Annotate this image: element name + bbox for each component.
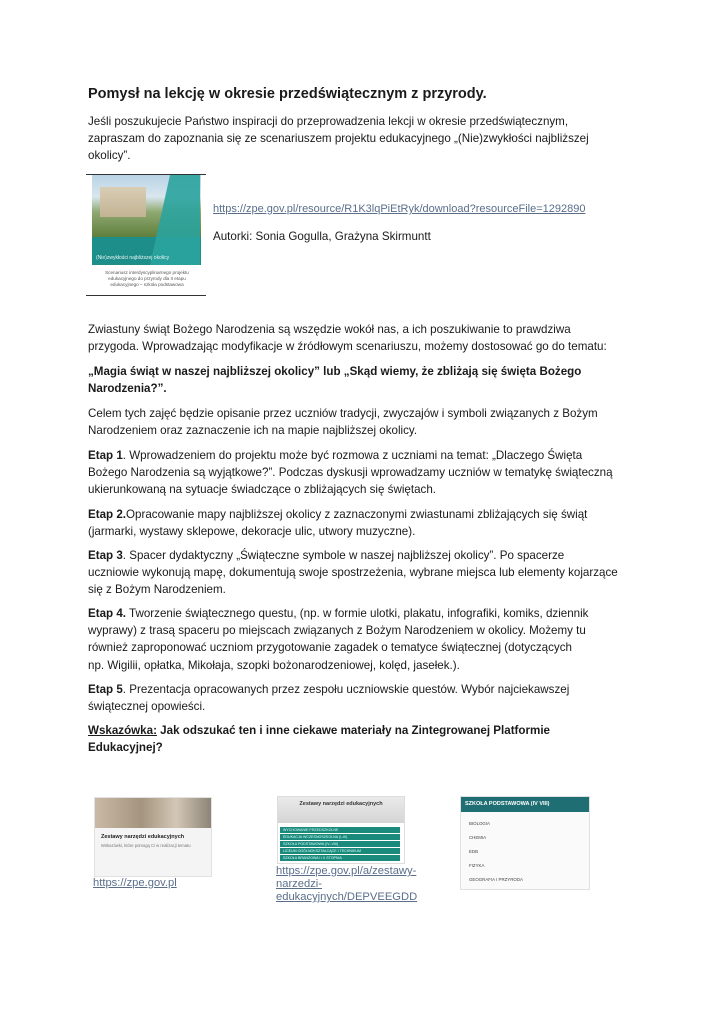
tool-sets-thumbnail: Zestawy narzędzi edukacyjnych WYCHOWANIE PRZEDSZKOLNE EDUKACJA WCZESNOSZKOLNA (I–III) SZKOŁA PODSTAWOWA (IV–VIII) LICEUM OGÓLNOKSZTAŁCĄCE I TECHNIKUM SZKOŁA BRANŻOWA I i II STOPNIA xyxy=(277,796,405,864)
page-title: Pomysł na lekcję w okresie przedświątecznym z przyrody. xyxy=(88,86,487,102)
goal-paragraph: Celem tych zajęć będzie opisanie przez uczniów tradycji, zwyczajów i symboli związanych z Bożym Narodzeniem oraz zaznaczenie ich na mapie najbliższej okolicy. xyxy=(88,407,598,438)
paragraph-intro-christmas: Zwiastuny świąt Bożego Narodzenia są wszędzie wokół nas, a ich poszukiwanie to prawdziwa przygoda. Wprowadzając modyfikacje w źródłowym scenariuszu, możemy dostosować go do tematu: xyxy=(88,323,607,354)
cover-bottom-rule xyxy=(86,295,206,296)
stage-1: Etap 1. Wprowadzeniem do projektu może być rozmowa z uczniami na temat: „Dlaczego Święta Bożego Narodzenia są wyjątkowe?”. Podczas dyskusji wprowadzamy uczniów w tematykę świąteczną ukierunkowaną na sytuacje świadczące o zbliżających się świętach. xyxy=(88,449,613,497)
stage-5: Etap 5. Prezentacja opracowanych przez zespołu uczniowskie questów. Wybór najciekawszej świątecznej opowieści. xyxy=(88,683,570,714)
primary-school-menu-thumbnail: SZKOŁA PODSTAWOWA (IV VIII) BIOLOGIA CHEMIA EDB FIZYKA GEOGRAFIA I PRZYRODA xyxy=(460,796,590,890)
hint-heading: Wskazówka: Jak odszukać ten i inne ciekawe materiały na Zintegrowanej Platformie Edukacyjnej? xyxy=(88,724,550,755)
tool-sets-link[interactable]: https://zpe.gov.pl/a/zestawy- narzedzi- edukacyjnych/DEPVEEGDD xyxy=(276,865,418,903)
zpe-homepage-thumbnail: Zestawy narzędzi edukacyjnych Wskazówki, które pomogą Ci w realizacji tematu xyxy=(94,797,212,877)
cover-caption: (Nie)zwykłości najbliższej okolicy xyxy=(96,255,170,261)
authors: Autorki: Sonia Gogulla, Grażyna Skirmuntt xyxy=(213,230,431,243)
intro-paragraph: Jeśli poszukujecie Państwo inspiracji do przeprowadzenia lekcji w okresie przedświątecznym, zapraszam do zapoznania się ze scenariuszem projektu edukacyjnego „(Nie)zwykłości najbliższej okolicy”. xyxy=(88,115,589,163)
topic-heading: „Magia świąt w naszej najbliższej okolicy” lub „Skąd wiemy, że zbliżają się święta Bożego Narodzenia?”. xyxy=(88,365,582,396)
zpe-link[interactable]: https://zpe.gov.pl xyxy=(93,877,177,889)
cover-subtitle: Scenariusz interdyscyplinarnego projektu edukacyjnego do przyrody dla II etapu edukacyjnego – szkoła podstawowa xyxy=(105,270,189,287)
stage-2: Etap 2.Opracowanie mapy najbliższej okolicy z zaznaczonymi zwiastunami zbliżających się świąt (jarmarki, wystawy sklepowe, dekoracje ulic, utwory muzyczne). xyxy=(88,508,588,539)
stage-4: Etap 4. Tworzenie świątecznego questu, (np. w formie ulotki, plakatu, infografiki, komiks, dziennik wyprawy) z trasą spaceru po miejscach związanych z Bożym Narodzeniem w okolicy. Możemy tu również zaproponować uczniom przygotowanie zagadek o tematyce świątecznej (dotyczących np. Wigilii, opłatka, Mikołaja, szopki bożonarodzeniowej, kolęd, jasełek.). xyxy=(88,607,589,672)
stage-3: Etap 3. Spacer dydaktyczny „Świąteczne symbole w naszej najbliższej okolicy”. Po spacerze uczniowie wykonują mapę, dokumentują swoje spostrzeżenia, wybrane miejsca lub elementy kojarzące się z Bożym Narodzeniem. xyxy=(88,549,618,597)
resource-link[interactable]: https://zpe.gov.pl/resource/R1K3lqPiEtRyk/download?resourceFile=1292890 xyxy=(213,203,586,215)
scenario-cover-image xyxy=(92,175,201,293)
